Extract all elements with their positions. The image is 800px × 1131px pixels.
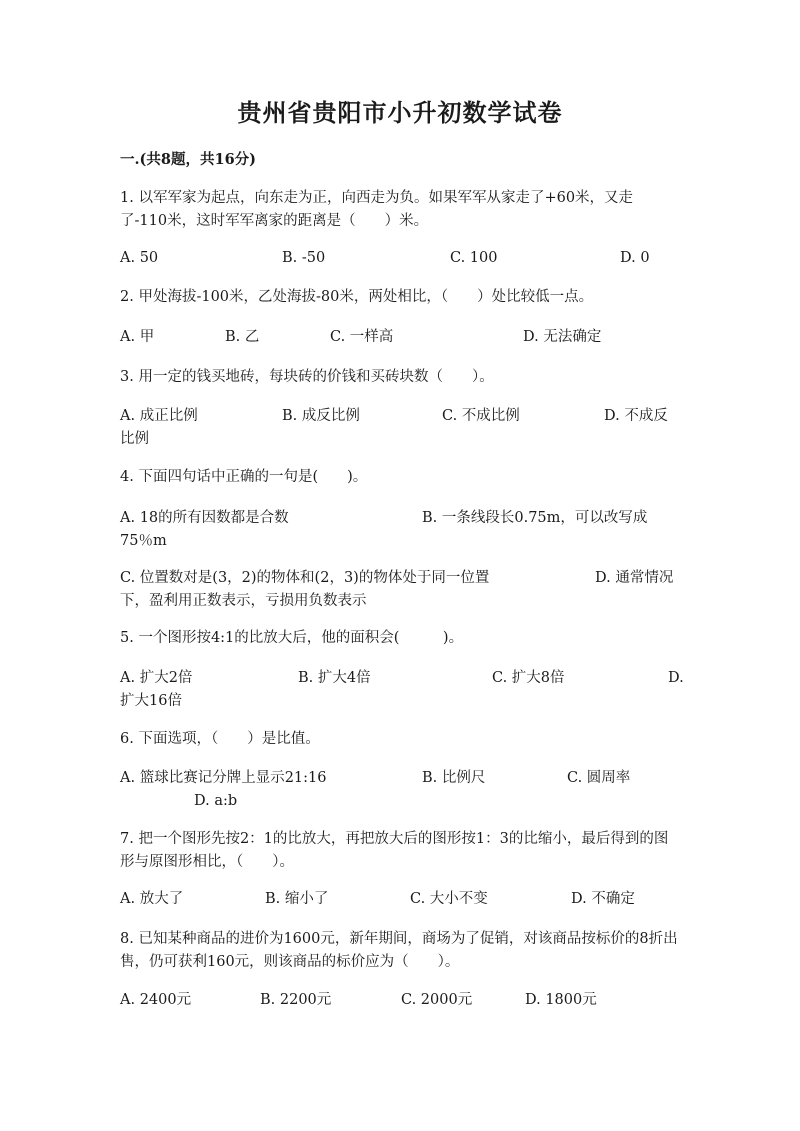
option-b[interactable]: B. 乙: [225, 329, 260, 345]
question-7-stem: 7. 把一个图形先按2：1的比放大，再把放大后的图形按1：3的比缩小，最后得到的图形与原图形相比，（ ）。: [120, 831, 669, 870]
section-heading: 一.(共8题，共16分): [120, 151, 257, 168]
option-c[interactable]: C. 扩大8倍: [492, 670, 565, 686]
question-4-stem: 4. 下面四句话中正确的一句是( )。: [120, 469, 368, 485]
option-b[interactable]: B. 成反比例: [282, 408, 360, 424]
question-6-stem: 6. 下面选项，（ ）是比值。: [120, 731, 320, 747]
question-5-options: [120, 667, 690, 713]
option-a[interactable]: A. 50: [120, 250, 159, 266]
option-b[interactable]: B. 扩大4倍: [298, 670, 371, 686]
option-c[interactable]: C. 100: [450, 250, 498, 266]
question-5-stem: 5. 一个图形按4:1的比放大后，他的面积会( )。: [120, 630, 464, 646]
option-c[interactable]: C. 圆周率: [567, 770, 631, 786]
option-b[interactable]: B. 比例尺: [422, 770, 486, 786]
option-d[interactable]: D. 无法确定: [523, 329, 602, 345]
option-d[interactable]: D. 0: [620, 250, 650, 266]
question-4-options-row1: [120, 507, 690, 553]
option-a[interactable]: A. 成正比例: [120, 408, 198, 424]
option-d[interactable]: D. 通常情况下，盈利用正数表示，亏损用负数表示: [120, 570, 674, 609]
option-c[interactable]: C. 不成比例: [442, 408, 520, 424]
option-d[interactable]: D. 不成反比例: [120, 408, 668, 447]
option-b[interactable]: B. 一条线段长0.75m，可以改写成75％m: [120, 510, 648, 549]
option-b[interactable]: B. -50: [282, 250, 326, 266]
question-8-stem: 8. 已知某种商品的进价为1600元，新年期间，商场为了促销，对该商品按标价的8折出售，仍可获利160元，则该商品的标价应为（ ）。: [120, 931, 678, 970]
exam-title: 贵州省贵阳市小升初数学试卷: [237, 98, 563, 127]
option-b[interactable]: B. 缩小了: [265, 891, 329, 907]
question-4-options-row2: [120, 567, 690, 613]
question-3-options: [120, 405, 690, 451]
option-c[interactable]: C. 位置数对是(3，2)的物体和(2，3)的物体处于同一位置: [120, 570, 490, 586]
option-b[interactable]: B. 2200元: [260, 992, 332, 1008]
option-c[interactable]: C. 大小不变: [410, 891, 488, 907]
option-d[interactable]: D. 不确定: [571, 891, 635, 907]
option-a[interactable]: A. 2400元: [120, 992, 192, 1008]
option-d[interactable]: D. 扩大16倍: [120, 670, 684, 709]
option-a[interactable]: A. 18的所有因数都是合数: [120, 510, 289, 526]
option-a[interactable]: A. 甲: [120, 329, 155, 345]
option-a[interactable]: A. 放大了: [120, 891, 184, 907]
option-c[interactable]: C. 2000元: [401, 992, 473, 1008]
question-6-options: [120, 767, 690, 813]
question-3-stem: 3. 用一定的钱买地砖，每块砖的价钱和买砖块数（ ）。: [120, 369, 494, 385]
question-2-stem: 2. 甲处海拔-100米，乙处海拔-80米，两处相比，（ ）处比较低一点。: [120, 289, 594, 305]
option-a[interactable]: A. 篮球比赛记分牌上显示21:16: [120, 770, 327, 786]
question-8-options: [120, 989, 690, 1035]
option-d[interactable]: D. 1800元: [525, 992, 597, 1008]
option-a[interactable]: A. 扩大2倍: [120, 670, 193, 686]
option-c[interactable]: C. 一样高: [330, 329, 394, 345]
option-d[interactable]: D. a:b: [194, 793, 238, 809]
question-1-stem: 1. 以军军家为起点，向东走为正，向西走为负。如果军军从家走了+60米，又走了-110米，这时军军离家的距离是（ ）米。: [120, 190, 634, 229]
